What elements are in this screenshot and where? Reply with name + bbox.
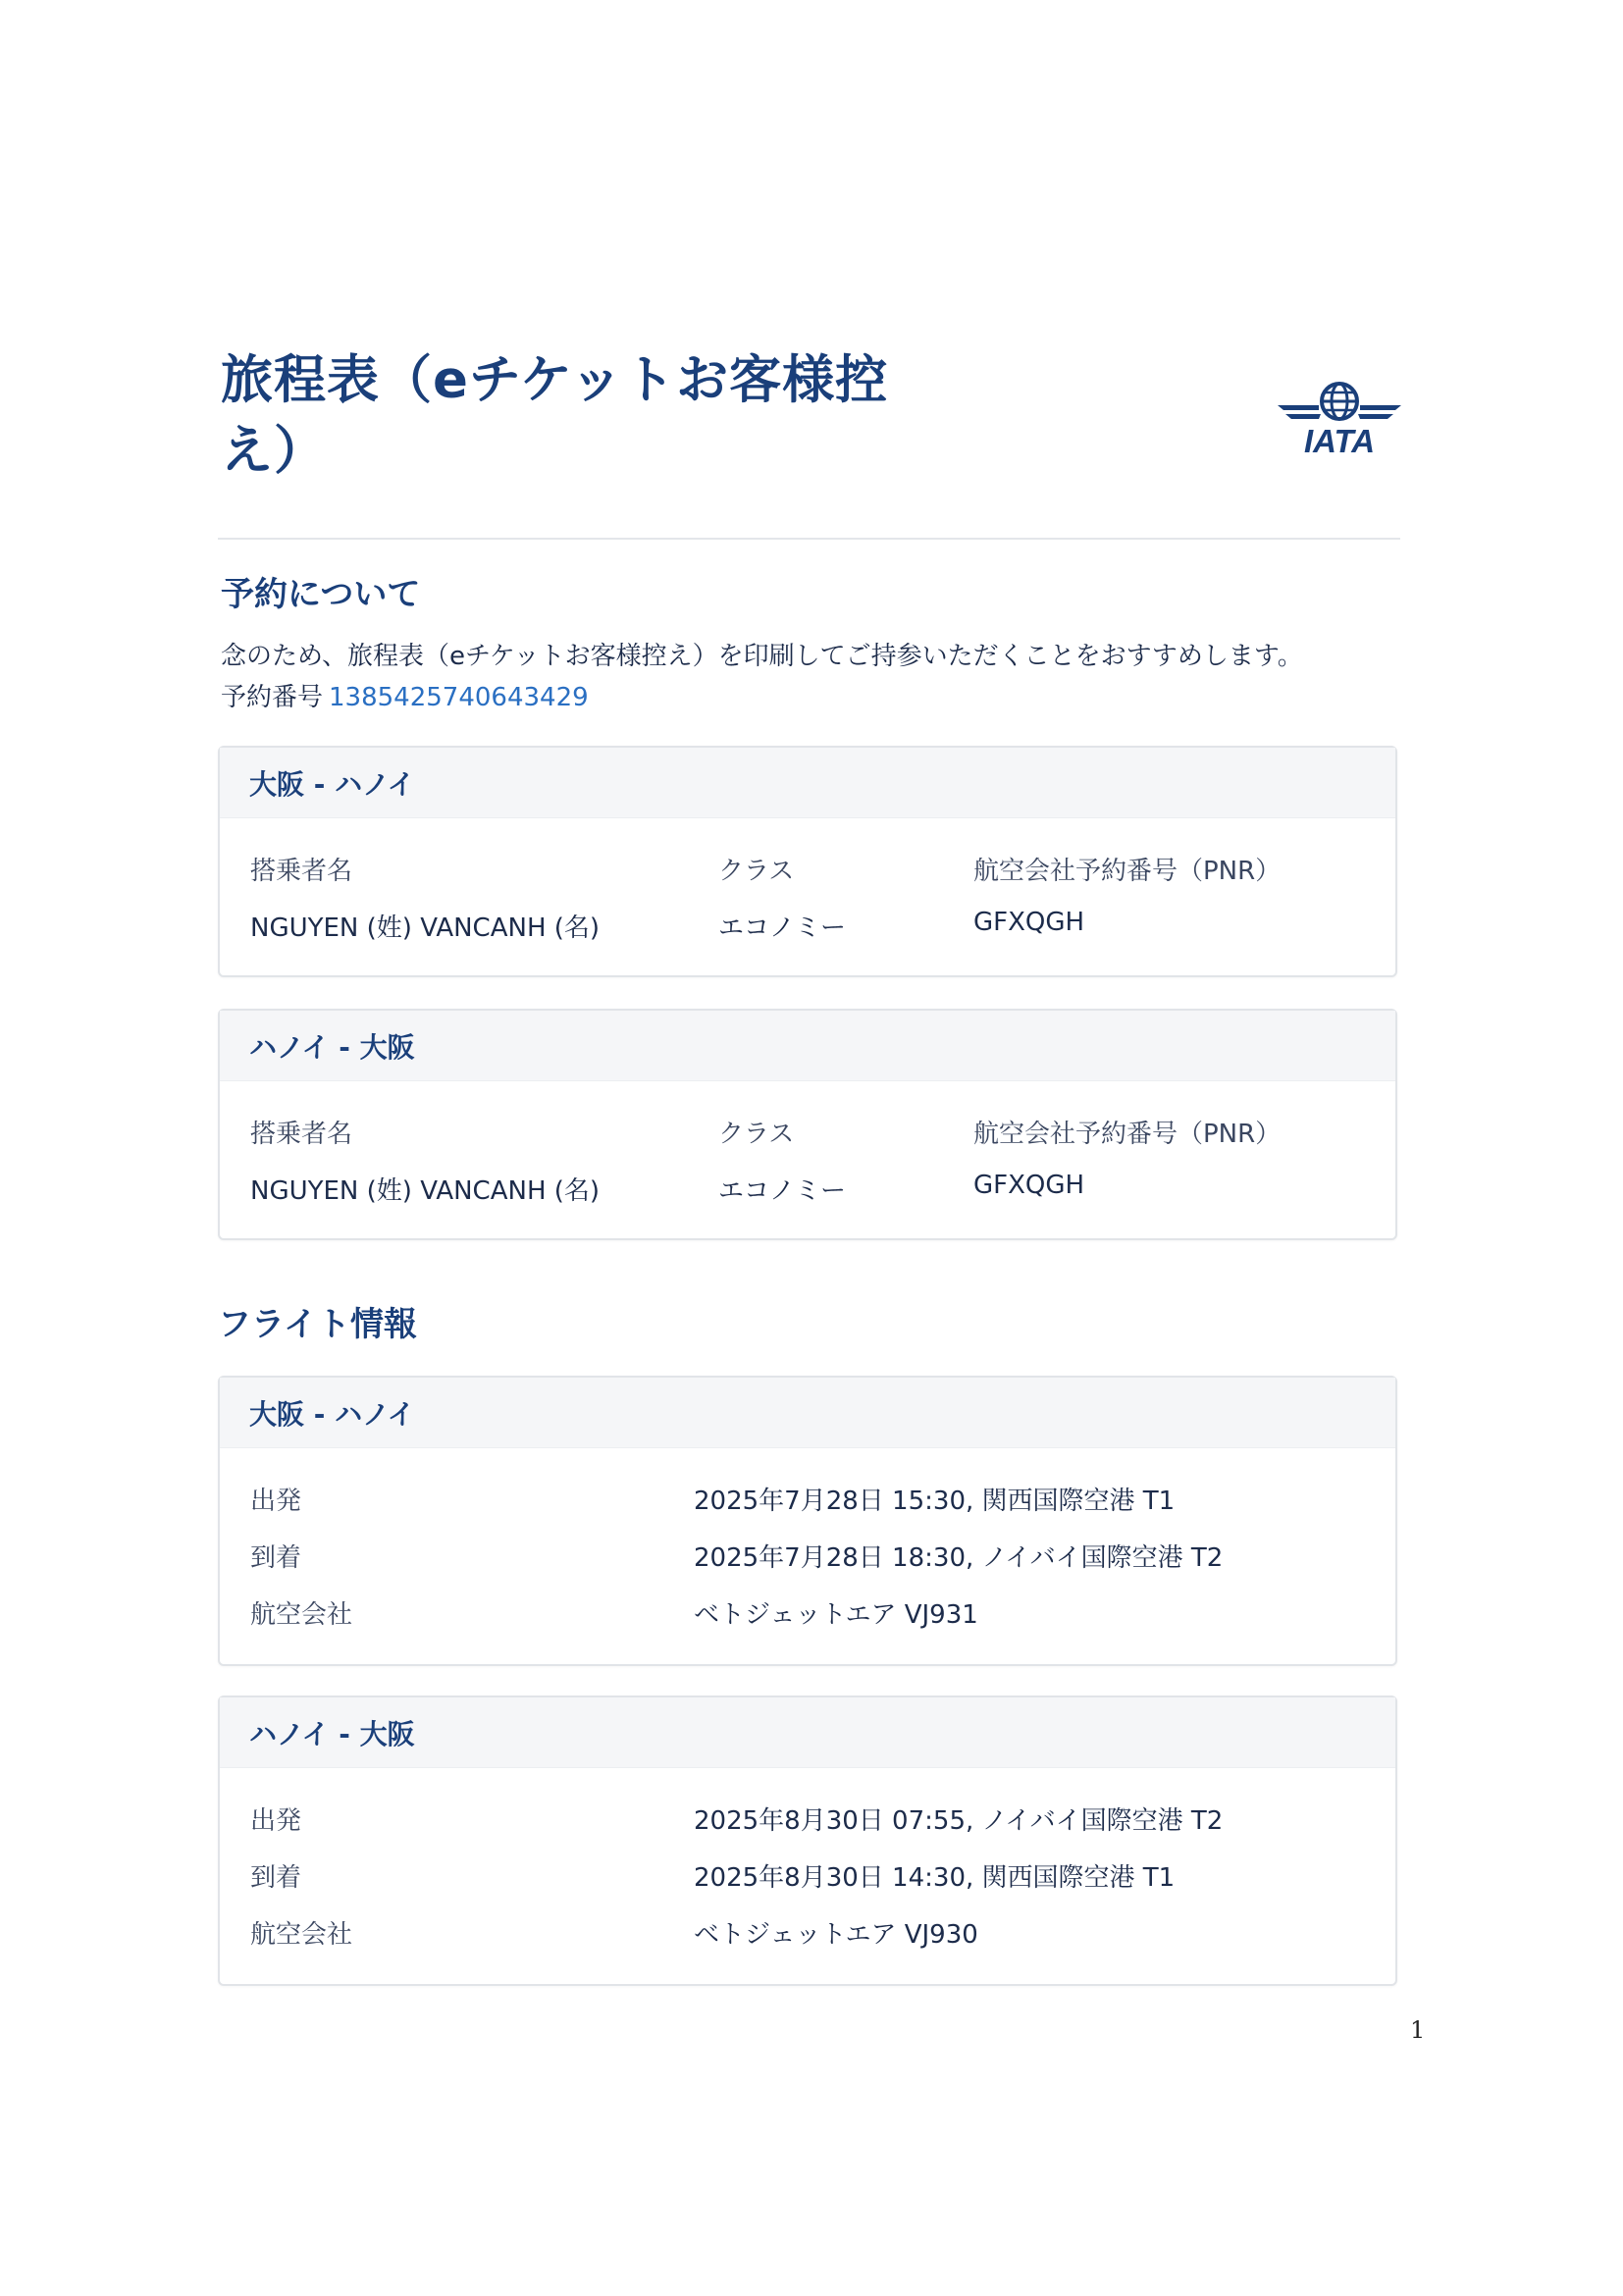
page-title: 旅程表（eチケットお客様控え） bbox=[221, 350, 889, 481]
passenger-card-outbound bbox=[218, 746, 1397, 977]
booking-number-value: 1385425740643429 bbox=[329, 683, 589, 712]
arrival-label: 到着 bbox=[250, 1543, 302, 1573]
departure-value: 2025年7月28日 15:30, 関西国際空港 T1 bbox=[694, 1487, 1176, 1516]
class-value: エコノミー bbox=[718, 1176, 847, 1206]
flight-section-heading: フライト情報 bbox=[218, 1305, 417, 1344]
class-header: クラス bbox=[718, 1120, 795, 1149]
airline-value: ベトジェットエア VJ930 bbox=[694, 1920, 978, 1950]
booking-number-label: 予約番号 bbox=[221, 683, 324, 712]
iata-logo-icon bbox=[1276, 380, 1403, 458]
airline-value: ベトジェットエア VJ931 bbox=[694, 1600, 978, 1630]
passenger-name-value: NGUYEN (姓) VANCANH (名) bbox=[250, 1176, 601, 1206]
pnr-header: 航空会社予約番号（PNR） bbox=[973, 1120, 1282, 1149]
arrival-value: 2025年8月30日 14:30, 関西国際空港 T1 bbox=[694, 1863, 1176, 1893]
departure-label: 出発 bbox=[250, 1806, 302, 1836]
airline-label: 航空会社 bbox=[250, 1600, 353, 1630]
passenger-card-return bbox=[218, 1009, 1397, 1240]
flight-card-outbound bbox=[218, 1376, 1397, 1666]
booking-number-row bbox=[221, 677, 589, 713]
arrival-label: 到着 bbox=[250, 1863, 302, 1893]
card-route-title: 大阪 - ハノイ bbox=[220, 1378, 1395, 1448]
page-number: 1 bbox=[1410, 2016, 1426, 2044]
print-recommendation-note: 念のため、旅程表（eチケットお客様控え）を印刷してご持参いただくことをおすすめします。 bbox=[221, 642, 1303, 671]
iata-logo-text: IATA bbox=[1303, 423, 1376, 458]
airline-label: 航空会社 bbox=[250, 1920, 353, 1950]
header bbox=[221, 345, 1398, 493]
pnr-value: GFXQGH bbox=[973, 908, 1085, 937]
card-route-title: ハノイ - 大阪 bbox=[220, 1697, 1395, 1768]
departure-value: 2025年8月30日 07:55, ノイバイ国際空港 T2 bbox=[694, 1806, 1224, 1836]
flight-card-return bbox=[218, 1696, 1397, 1986]
arrival-value: 2025年7月28日 18:30, ノイバイ国際空港 T2 bbox=[694, 1543, 1224, 1573]
pnr-header: 航空会社予約番号（PNR） bbox=[973, 857, 1282, 886]
departure-label: 出発 bbox=[250, 1487, 302, 1516]
passenger-name-header: 搭乗者名 bbox=[250, 857, 353, 886]
class-value: エコノミー bbox=[718, 913, 847, 943]
card-route-title: ハノイ - 大阪 bbox=[220, 1011, 1395, 1081]
passenger-name-value: NGUYEN (姓) VANCANH (名) bbox=[250, 913, 601, 943]
passenger-name-header: 搭乗者名 bbox=[250, 1120, 353, 1149]
pnr-value: GFXQGH bbox=[973, 1171, 1085, 1200]
header-divider bbox=[218, 538, 1400, 540]
card-route-title: 大阪 - ハノイ bbox=[220, 748, 1395, 818]
booking-section-heading: 予約について bbox=[221, 575, 421, 614]
class-header: クラス bbox=[718, 857, 795, 886]
